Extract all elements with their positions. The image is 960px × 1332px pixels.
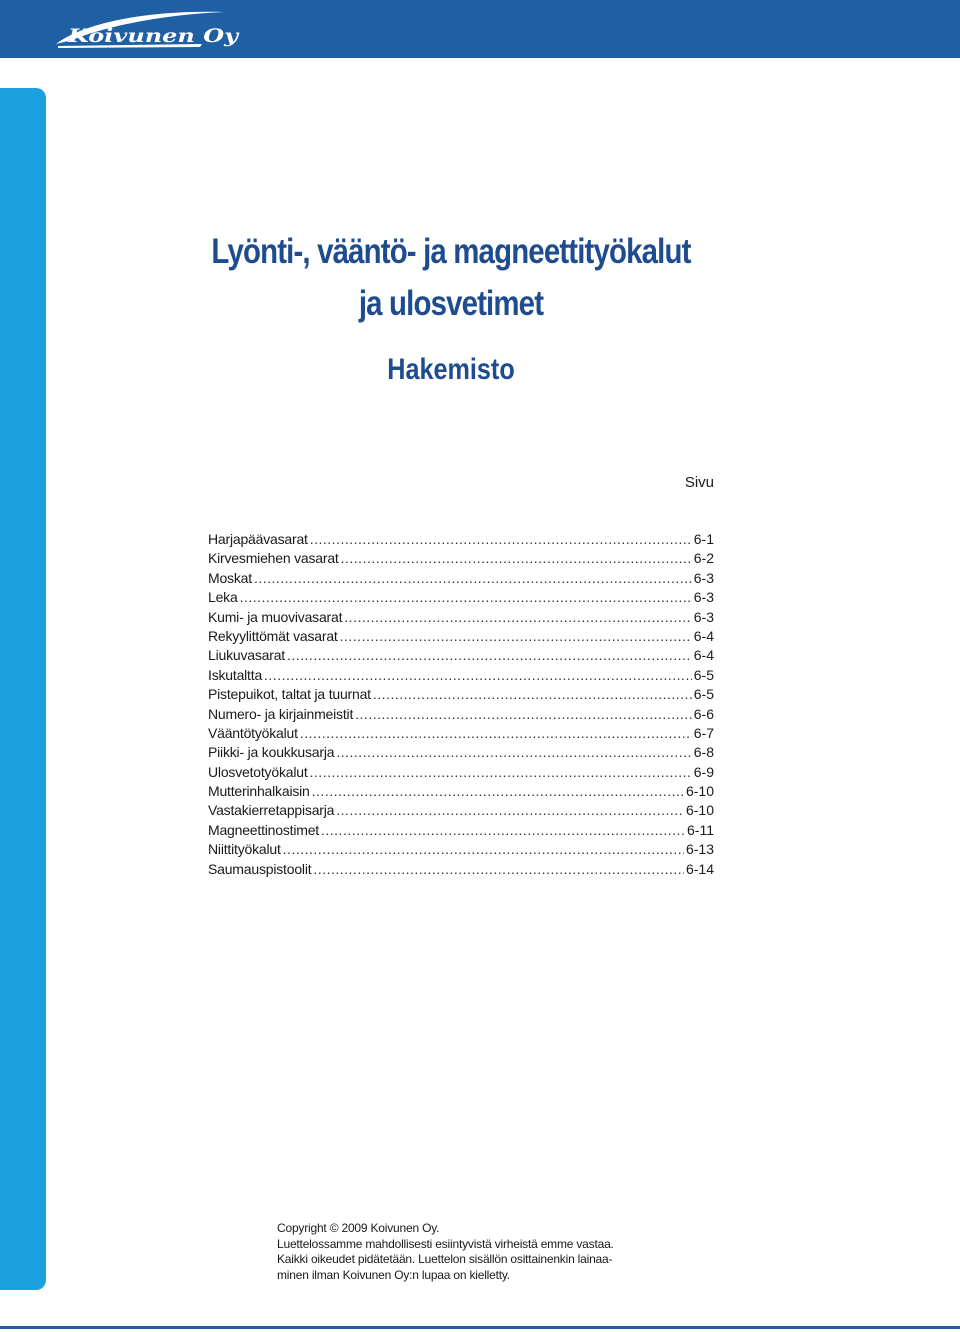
disclaimer-line: Luettelossamme mahdollisesti esiintyvistä virheistä emme vastaa. bbox=[277, 1236, 614, 1251]
copyright-line: Copyright © 2009 Koivunen Oy. bbox=[277, 1221, 440, 1235]
toc-entry-label: Niittityökalut bbox=[208, 841, 281, 858]
toc-entry-page: 6-2 bbox=[693, 550, 714, 567]
toc-entry-label: Kirvesmiehen vasarat bbox=[208, 550, 339, 567]
toc-entry-label: Kumi- ja muovivasarat bbox=[208, 608, 343, 625]
toc-entry-label: Saumauspistoolit bbox=[208, 860, 312, 877]
toc-leader-dots bbox=[344, 608, 691, 627]
toc-entry-page: 6-5 bbox=[693, 686, 714, 703]
toc-entry-label: Leka bbox=[208, 589, 238, 606]
toc-entry-page: 6-5 bbox=[693, 666, 714, 683]
toc-entry-label: Ulosvetotyökalut bbox=[208, 763, 308, 780]
toc-entry-page: 6-7 bbox=[693, 724, 714, 741]
toc-entry-label: Vääntötyökalut bbox=[208, 724, 298, 741]
toc-entry-page: 6-1 bbox=[693, 531, 714, 547]
toc-entry-page: 6-4 bbox=[693, 647, 714, 664]
toc-entry bbox=[208, 705, 714, 724]
toc-entry-page: 6-3 bbox=[693, 569, 714, 586]
bottom-rule bbox=[0, 1326, 960, 1329]
toc-entry-label: Numero- ja kirjainmeistit bbox=[208, 705, 354, 722]
header-bar bbox=[0, 0, 960, 58]
toc-entry-label: Pistepuikot, taltat ja tuurnat bbox=[208, 686, 371, 703]
toc-entry bbox=[208, 743, 714, 762]
page-title-line1: Lyönti-, vääntö- ja magneettityökalut bbox=[211, 232, 691, 271]
toc-entry-label: Rekyylittömät vasarat bbox=[208, 627, 338, 644]
toc-leader-dots bbox=[300, 724, 692, 743]
toc-entry-label: Piikki- ja koukkusarja bbox=[208, 744, 335, 761]
toc-leader-dots bbox=[264, 666, 692, 685]
toc-entry-page: 6-11 bbox=[687, 821, 714, 838]
toc-entry-page: 6-3 bbox=[693, 589, 714, 606]
toc-entry-page: 6-10 bbox=[685, 802, 714, 819]
toc-entry bbox=[208, 860, 714, 879]
side-tab bbox=[0, 88, 46, 1290]
page-column-label: Sivu bbox=[684, 474, 714, 491]
toc-leader-dots bbox=[336, 801, 684, 820]
toc-entry-page: 6-10 bbox=[685, 783, 714, 800]
toc-leader-dots bbox=[313, 860, 684, 879]
toc-leader-dots bbox=[240, 588, 692, 607]
toc-entry bbox=[208, 782, 714, 801]
toc-entry-label: Magneettinostimet bbox=[208, 821, 319, 838]
toc-entry bbox=[208, 588, 714, 607]
table-of-contents bbox=[208, 530, 714, 879]
toc-leader-dots bbox=[254, 569, 692, 588]
toc-leader-dots bbox=[310, 530, 692, 549]
toc-entry bbox=[208, 685, 714, 704]
toc-entry bbox=[208, 569, 714, 588]
section-subtitle: Hakemisto bbox=[387, 353, 515, 386]
toc-leader-dots bbox=[340, 627, 692, 646]
toc-entry-page: 6-4 bbox=[693, 627, 714, 644]
toc-entry bbox=[208, 763, 714, 782]
toc-leader-dots bbox=[287, 646, 692, 665]
toc-leader-dots bbox=[310, 763, 692, 782]
toc-entry bbox=[208, 646, 714, 665]
toc-leader-dots bbox=[312, 782, 684, 801]
toc-leader-dots bbox=[355, 705, 692, 724]
page-title bbox=[173, 226, 729, 330]
toc-entry bbox=[208, 530, 714, 549]
toc-entry bbox=[208, 840, 714, 859]
toc-entry bbox=[208, 549, 714, 568]
logo-text: Koivunen Oy bbox=[66, 25, 241, 47]
toc-entry-label: Mutterinhalkaisin bbox=[208, 783, 310, 800]
toc-leader-dots bbox=[373, 685, 692, 704]
toc-entry-page: 6-6 bbox=[693, 705, 714, 722]
toc-leader-dots bbox=[283, 840, 684, 859]
toc-leader-dots bbox=[321, 821, 685, 840]
toc-leader-dots bbox=[341, 549, 692, 568]
koivunen-logo bbox=[52, 4, 252, 54]
toc-entry-label: Iskutaltta bbox=[208, 666, 263, 683]
toc-entry-page: 6-13 bbox=[685, 841, 714, 858]
toc-entry bbox=[208, 724, 714, 743]
rights-line: Kaikki oikeudet pidätetään. Luettelon sisällön osittainenkin lainaa- bbox=[277, 1252, 613, 1267]
toc-entry bbox=[208, 801, 714, 820]
toc-entry-page: 6-14 bbox=[685, 860, 714, 877]
toc-entry-page: 6-3 bbox=[693, 608, 714, 625]
toc-entry-label: Vastakierretappisarja bbox=[208, 802, 335, 819]
toc-entry-label: Moskat bbox=[208, 569, 252, 586]
toc-entry bbox=[208, 821, 714, 840]
toc-entry-label: Harjapäävasarat bbox=[208, 531, 308, 547]
toc-leader-dots bbox=[336, 743, 691, 762]
toc-entry bbox=[208, 608, 714, 627]
permission-line: minen ilman Koivunen Oy:n lupaa on kielletty. bbox=[277, 1267, 510, 1282]
toc-entry-label: Liukuvasarat bbox=[208, 647, 285, 664]
page-title-line2: ja ulosvetimet bbox=[358, 284, 544, 323]
toc-entry-page: 6-8 bbox=[693, 744, 714, 761]
toc-entry bbox=[208, 627, 714, 646]
toc-entry-page: 6-9 bbox=[693, 763, 714, 780]
copyright-notice bbox=[277, 1221, 617, 1283]
toc-entry bbox=[208, 666, 714, 685]
